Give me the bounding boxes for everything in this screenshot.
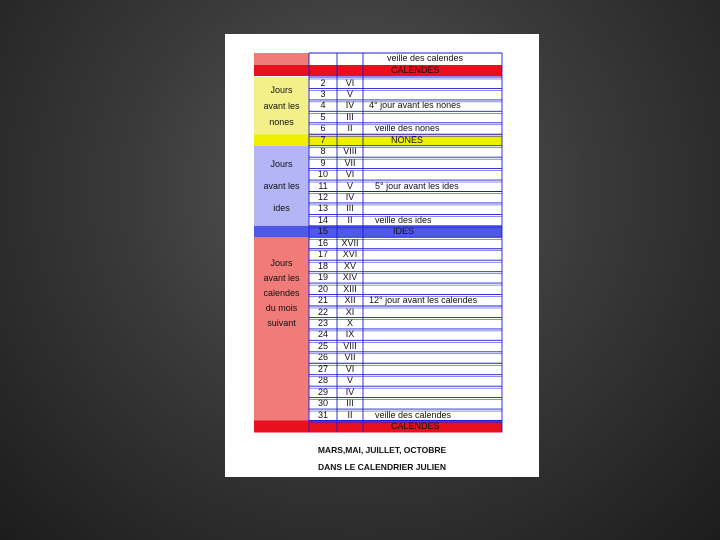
group-label-ides: avant les xyxy=(263,180,300,191)
day-number: 28 xyxy=(317,375,328,386)
roman-numeral: VI xyxy=(345,363,355,374)
group-label-calendes: Jours xyxy=(270,258,293,269)
roman-numeral: IV xyxy=(345,100,355,111)
day-number: 24 xyxy=(317,329,328,340)
day-number: 23 xyxy=(317,317,328,328)
row-note: 5° jour avant les ides xyxy=(375,180,459,191)
roman-numeral: IX xyxy=(345,329,355,340)
group-label-calendes: calendes xyxy=(263,288,300,299)
day-number: 16 xyxy=(317,237,328,248)
day-number: 15 xyxy=(317,226,328,237)
top-left-cell xyxy=(254,53,309,65)
roman-numeral: VI xyxy=(345,169,355,180)
day-number: 5 xyxy=(320,111,326,122)
day-number: 7 xyxy=(320,134,326,145)
roman-numeral: XIV xyxy=(342,272,358,283)
calendar-sheet xyxy=(225,34,539,477)
day-number: 6 xyxy=(320,123,326,134)
calendes-label-top: CALENDES xyxy=(391,65,440,75)
row-note: veille des nones xyxy=(375,123,440,134)
nones-label: NONES xyxy=(391,134,424,145)
day-number: 25 xyxy=(317,340,328,351)
row-note: 4° jour avant les nones xyxy=(369,100,461,111)
roman-numeral: VII xyxy=(344,157,356,168)
group-label-nones: Jours xyxy=(270,84,293,95)
day-number: 14 xyxy=(317,214,328,225)
roman-numeral: VII xyxy=(344,352,356,363)
roman-numeral: VIII xyxy=(343,340,357,351)
roman-numeral: XVI xyxy=(342,249,358,260)
roman-numeral: II xyxy=(347,409,353,420)
day-number: 31 xyxy=(317,409,328,420)
row-note: 12° jour avant les calendes xyxy=(369,295,478,306)
group-label-calendes: du mois xyxy=(265,303,298,314)
roman-numeral: III xyxy=(346,203,354,214)
roman-numeral: XII xyxy=(344,295,356,306)
roman-numeral: V xyxy=(346,375,353,386)
group-label-nones: nones xyxy=(269,116,294,127)
roman-numeral: IV xyxy=(345,192,355,202)
day-number: 3 xyxy=(320,88,326,99)
roman-numeral: III xyxy=(346,398,354,409)
roman-numeral: III xyxy=(346,111,354,122)
day-number: 26 xyxy=(317,352,328,363)
calendes-label-bottom: CALENDES xyxy=(391,421,440,431)
day-number: 19 xyxy=(317,272,328,283)
day-number: 13 xyxy=(317,203,328,214)
roman-numeral: II xyxy=(347,123,353,134)
day-number: 18 xyxy=(317,260,328,271)
day-number: 12 xyxy=(317,192,328,202)
day-number: 2 xyxy=(320,77,326,88)
group-label-nones: avant les xyxy=(263,100,300,111)
day-number: 27 xyxy=(317,363,328,374)
group-label-ides: Jours xyxy=(270,158,293,169)
roman-numeral: XVII xyxy=(341,237,359,248)
caption-line-2: DANS LE CALENDRIER JULIEN xyxy=(318,462,446,472)
day-number: 9 xyxy=(320,157,326,168)
day-number: 4 xyxy=(320,100,326,111)
day-number: 22 xyxy=(317,306,328,317)
roman-numeral: X xyxy=(346,317,353,328)
group-label-calendes: suivant xyxy=(267,318,296,329)
roman-numeral: II xyxy=(347,214,353,225)
row-note: veille des calendes xyxy=(375,409,452,420)
day-number: 21 xyxy=(317,295,328,306)
roman-numeral: VI xyxy=(345,77,355,88)
group-label-ides: ides xyxy=(273,202,290,213)
roman-numeral: V xyxy=(346,88,353,99)
roman-numeral: XV xyxy=(343,260,356,271)
ides-label: IDES xyxy=(393,226,415,237)
row-note: veille des ides xyxy=(375,214,432,225)
day-number: 29 xyxy=(317,386,328,397)
group-label-calendes: avant les xyxy=(263,273,300,284)
day-number: 20 xyxy=(317,283,328,294)
day-number: 10 xyxy=(317,169,328,180)
roman-numeral: IV xyxy=(345,386,355,397)
roman-numeral: VIII xyxy=(343,146,357,157)
day-number: 11 xyxy=(318,180,328,191)
roman-numeral: XI xyxy=(345,306,355,317)
caption-line-1: MARS,MAI, JUILLET, OCTOBRE xyxy=(317,445,447,455)
roman-numeral: XIII xyxy=(343,283,357,294)
roman-numeral: V xyxy=(346,180,353,191)
day-number: 17 xyxy=(317,249,328,260)
day-number: 8 xyxy=(320,146,326,157)
day-number: 30 xyxy=(317,398,328,409)
top-note: veille des calendes xyxy=(387,53,464,63)
